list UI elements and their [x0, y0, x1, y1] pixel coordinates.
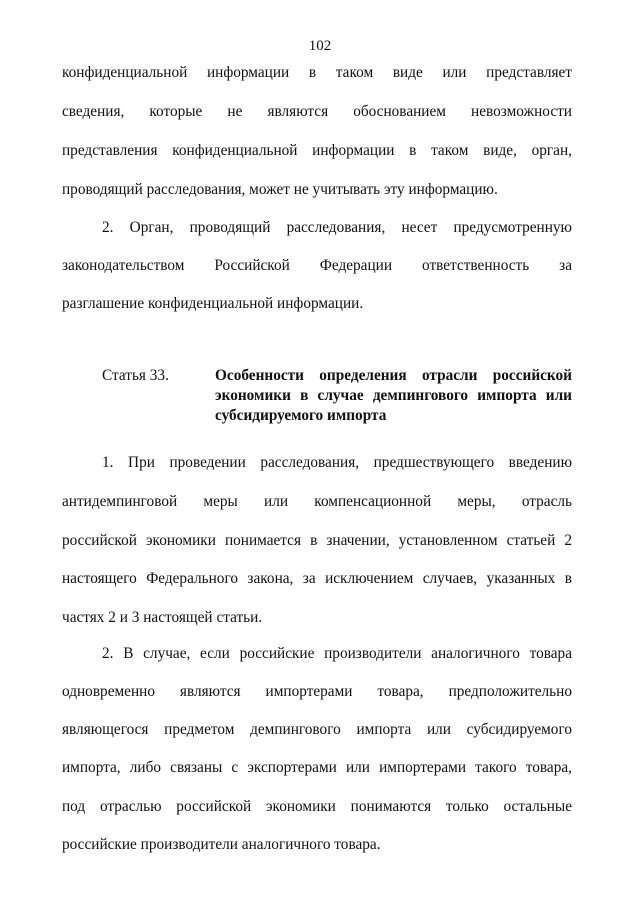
paragraph-line: сведения, которые не являются обоснованием невозможности: [62, 103, 572, 120]
paragraph-line: настоящего Федерального закона, за исключением случаев, указанных в: [62, 570, 572, 587]
page-number: 102: [308, 38, 332, 54]
article-title-line: субсидируемого импорта: [215, 407, 387, 424]
paragraph-line: 2. В случае, если российские производители аналогичного товара: [102, 645, 572, 662]
paragraph-line: российские производители аналогичного товара.: [62, 836, 381, 853]
paragraph-line: законодательством Российской Федерации ответственность за: [62, 257, 572, 274]
article-title-line: экономики в случае демпингового импорта или: [215, 387, 572, 404]
paragraph-line: представления конфиденциальной информации в таком виде, орган,: [62, 142, 572, 159]
paragraph-line: российской экономики понимается в значении, установленном статьей 2: [62, 532, 572, 549]
paragraph-line: антидемпинговой меры или компенсационной меры, отрасль: [62, 493, 572, 510]
paragraph-line: 2. Орган, проводящий расследования, несет предусмотренную: [102, 219, 572, 236]
paragraph-line: 1. При проведении расследования, предшествующего введению: [102, 454, 572, 471]
article-title-line: Особенности определения отрасли российской: [215, 367, 572, 384]
article-label: Статья 33.: [102, 367, 169, 384]
paragraph-line: проводящий расследования, может не учитывать эту информацию.: [62, 181, 498, 198]
paragraph-line: одновременно являются импортерами товара, предположительно: [62, 683, 572, 700]
paragraph-line: под отраслью российской экономики понимаются только остальные: [62, 798, 572, 815]
paragraph-line: являющегося предметом демпингового импорта или субсидируемого: [62, 721, 572, 738]
paragraph-line: конфиденциальной информации в таком виде или представляет: [62, 64, 572, 81]
paragraph-line: частях 2 и 3 настоящей статьи.: [62, 609, 263, 626]
paragraph-line: импорта, либо связаны с экспортерами или импортерами такого товара,: [62, 759, 572, 776]
paragraph-line: разглашение конфиденциальной информации.: [62, 295, 364, 312]
